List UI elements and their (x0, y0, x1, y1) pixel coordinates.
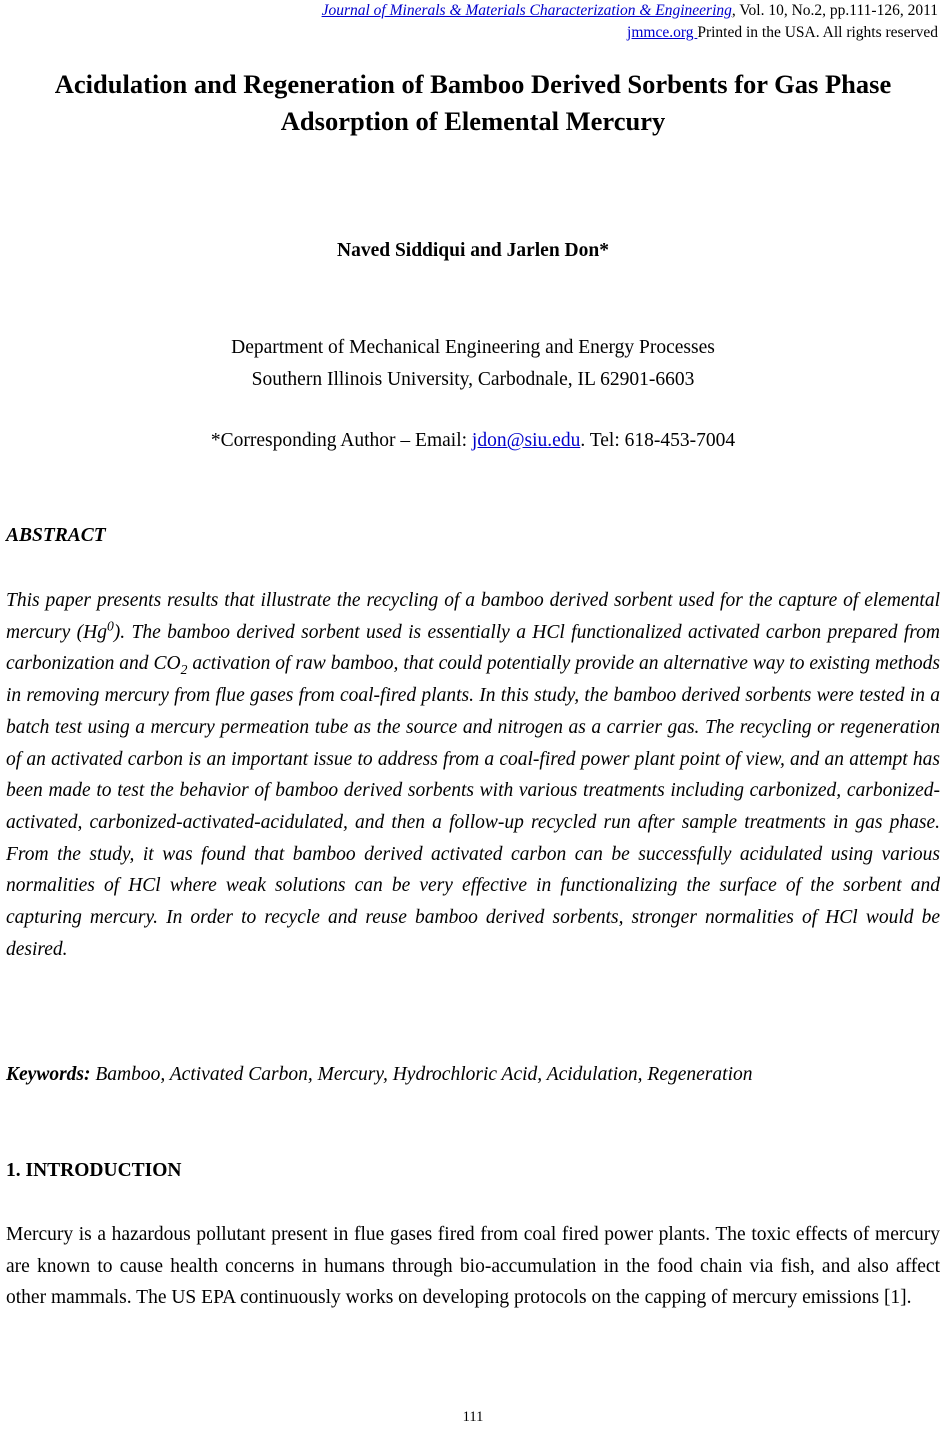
journal-site-link[interactable]: jmmce.org (627, 24, 698, 41)
abstract-text-part-1: This paper presents results that illustrate the recycling of a bamboo derived sorbent used for the capture of elemental mercury (Hg (6, 590, 940, 643)
introduction-heading: 1. INTRODUCTION (6, 1160, 182, 1181)
corresponding-prefix: *Corresponding Author – Email: (210, 430, 472, 451)
paper-title-line-1: Acidulation and Regeneration of Bamboo Derived Sorbents for Gas Phase (54, 69, 892, 99)
journal-rights-text: Printed in the USA. All rights reserved (697, 24, 938, 41)
abstract-text-part-2: ). The bamboo derived sorbent used is essentially a HCl functionalized activated carbon prepared from carbonization and CO (6, 621, 940, 675)
page-number: 111 (462, 1409, 484, 1425)
abstract-superscript: 0 (106, 618, 114, 634)
abstract-heading: ABSTRACT (6, 525, 106, 546)
journal-header (322, 0, 938, 44)
journal-name-link[interactable]: Journal of Minerals & Materials Characterization & Engineering (321, 2, 732, 19)
paper-title-line-2: Adsorption of Elemental Mercury (280, 106, 666, 136)
journal-volume-info: , Vol. 10, No.2, pp.111-126, 2011 (731, 2, 938, 19)
abstract-subscript: 2 (180, 662, 188, 678)
keywords-label: Keywords: (6, 1064, 91, 1085)
corresponding-author (0, 425, 946, 456)
abstract-body (6, 585, 940, 965)
keywords-text: Bamboo, Activated Carbon, Mercury, Hydrochloric Acid, Acidulation, Regeneration (90, 1064, 753, 1085)
journal-citation-line (322, 0, 938, 22)
corresponding-suffix: . Tel: 618-453-7004 (580, 430, 736, 451)
paper-title (10, 66, 936, 140)
paper-authors: Naved Siddiqui and Jarlen Don* (336, 240, 609, 261)
abstract-text-part-3: activation of raw bamboo, that could potentially provide an alternative way to existing methods in removing mercury from flue gases from coal-fired plants. In this study, the bamboo derived sorbents were tested in a batch test using a mercury permeation tube as the source and nitrogen as a carrier gas. The recycling or regeneration of an activated carbon is an important issue to address from a coal-fired power plant point of view, and an attempt has been made to test the behavior of bamboo derived sorbents with various treatments including carbonized, carbonized-activated, carbonized-activated-acidulated, and then a follow-up recycled run after sample treatments in gas phase. From the study, it was found that bamboo derived activated carbon can be successfully acidulated using various normalities of HCl where weak solutions can be very effective in functionalizing the surface of the sorbent and capturing mercury. In order to recycle and reuse bamboo derived sorbents, stronger normalities of HCl would be desired. (6, 653, 940, 960)
affiliation-line-2: Southern Illinois University, Carbodnale, IL 62901-6603 (251, 369, 695, 390)
corresponding-email-link[interactable]: jdon@siu.edu (471, 430, 581, 451)
affiliation-line-1: Department of Mechanical Engineering and Energy Processes (231, 337, 715, 358)
journal-rights-line (322, 22, 938, 44)
introduction-body: Mercury is a hazardous pollutant present in flue gases fired from coal fired power plants. The toxic effects of mercury are known to cause health concerns in humans through bio-accumulation in the food chain via fish, and also affect other mammals. The US EPA continuously works on developing protocols on the capping of mercury emissions [1]. (6, 1224, 940, 1309)
keywords-line (6, 1060, 940, 1090)
